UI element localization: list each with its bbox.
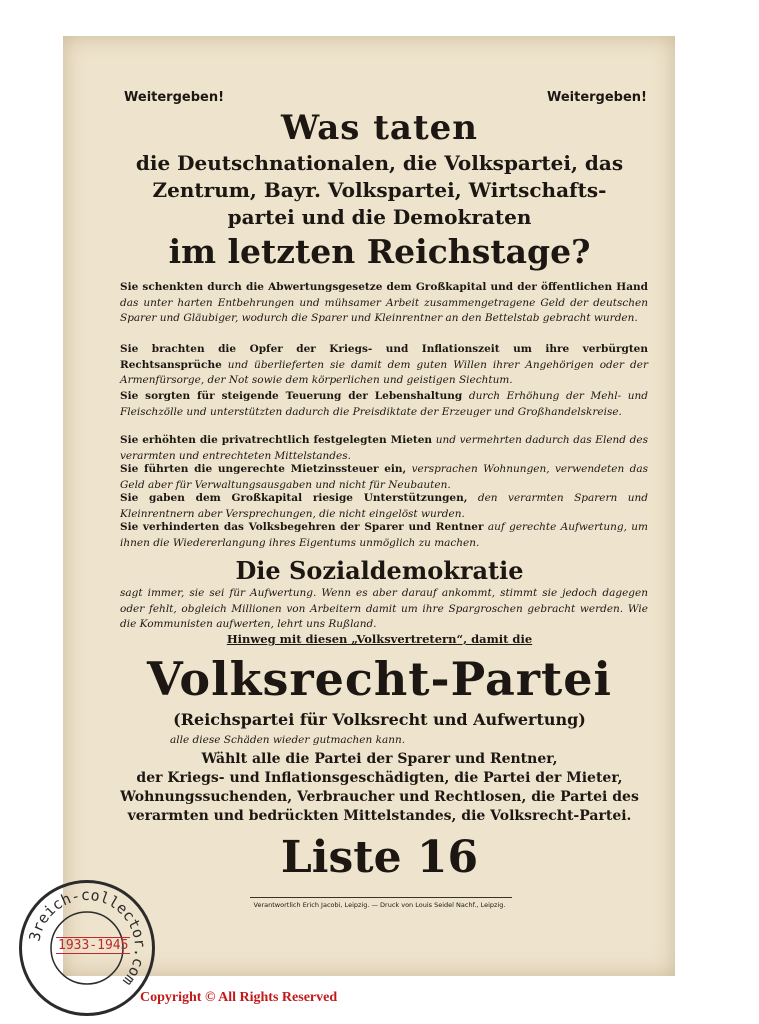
vote-line: verarmten und bedrückten Mittelstandes, die Volksrecht-Partei. — [127, 808, 632, 824]
vote-line: Wohnungssuchenden, Verbraucher und Rechtlosen, die Partei des — [120, 789, 639, 805]
headline-question: im letzten Reichstage? — [168, 232, 591, 271]
paragraph: Sie erhöhten die privatrechtlich festgelegten Mieten und vermehrten dadurch das Elend des verarmten und entrechteten Mittelstandes. — [120, 434, 648, 462]
headline-title: Was taten — [280, 108, 479, 148]
subtitle-line: partei und die Demokraten — [227, 205, 532, 229]
imprint: Verantwortlich Erich Jacobi, Leipzig. — Druck von Louis Seidel Nachf., Leipzig. — [253, 901, 506, 909]
subtitle-line: die Deutschnationalen, die Volkspartei, das — [135, 151, 624, 175]
paragraph: Sie brachten die Opfer der Kriegs- und Inflationszeit um ihre verbürgten Rechtsansprüche und überlieferten sie damit dem guten Willen ihrer Angehörigen oder der Armenfürsorge, der Not sowie dem körperlichen und geistigen Siechtum. — [120, 343, 648, 387]
spd-text: sagt immer, sie sei für Aufwertung. Wenn es aber darauf ankommt, stimmt sie jedoch dagegen oder fehlt, obgleich Millionen von Arbeitern damit um ihre Spargroschen gebracht werden. Wie die Kommunisten aufwerten, lehrt uns Rußland. — [120, 587, 648, 631]
call-away: Hinweg mit diesen „Volksvertretern“, damit die — [226, 632, 533, 646]
vote-appeal — [0, 750, 759, 826]
headline-subtitle — [0, 150, 759, 231]
spd-heading: Die Sozialdemokratie — [235, 556, 524, 585]
paragraph: Sie verhinderten das Volksbegehren der Sparer und Rentner auf gerechte Aufwertung, um ihnen die Wiedererlangung ihres Eigentums unmöglich zu machen. — [120, 521, 649, 549]
imprint-rule — [250, 897, 512, 898]
stamp-ring-text: 3reich-collector.com — [25, 885, 150, 990]
copyright-notice: Copyright © All Rights Reserved — [140, 990, 338, 1005]
paragraph: Sie gaben dem Großkapital riesige Unterstützungen, den verarmten Sparern und Kleinrentnern aber Versprechungen, die nicht eingelöst wurden. — [120, 492, 648, 520]
repair-text: alle diese Schäden wieder gutmachen kann. — [170, 734, 406, 746]
party-subtitle: (Reichspartei für Volksrecht und Aufwertung) — [173, 710, 586, 729]
vote-line: Wählt alle die Partei der Sparer und Rentner, — [201, 751, 558, 767]
pass-on-left: Weitergeben! — [124, 90, 225, 105]
subtitle-line: Zentrum, Bayr. Volkspartei, Wirtschafts- — [152, 178, 607, 202]
stamp-years: 1933-1945 — [58, 938, 129, 953]
party-name: Volksrecht-Partei — [146, 652, 613, 706]
collector-stamp — [19, 880, 155, 1016]
paragraph: Sie sorgten für steigende Teuerung der Lebenshaltung durch Erhöhung der Mehl- und Fleischzölle und unterstützten dadurch die Preisdiktate der Erzeuger und Großhandelskreise. — [120, 390, 648, 418]
vote-line: der Kriegs- und Inflationsgeschädigten, die Partei der Mieter, — [136, 770, 623, 786]
paragraph: Sie schenkten durch die Abwertungsgesetze dem Großkapital und der öffentlichen Hand das unter harten Entbehrungen und mühsamer Arbeit zusammengetragene Geld der deutschen Sparer und Gläubiger, wodurch die Sparer und Kleinrentner an den Bettelstab gebracht wurden. — [120, 281, 648, 325]
list-number: Liste 16 — [280, 832, 479, 883]
pass-on-right: Weitergeben! — [546, 90, 647, 105]
paragraph: Sie führten die ungerechte Mietzinssteuer ein, versprachen Wohnungen, verwendeten das Geld aber für Verwaltungsausgaben und nicht für Neubauten. — [120, 463, 649, 491]
